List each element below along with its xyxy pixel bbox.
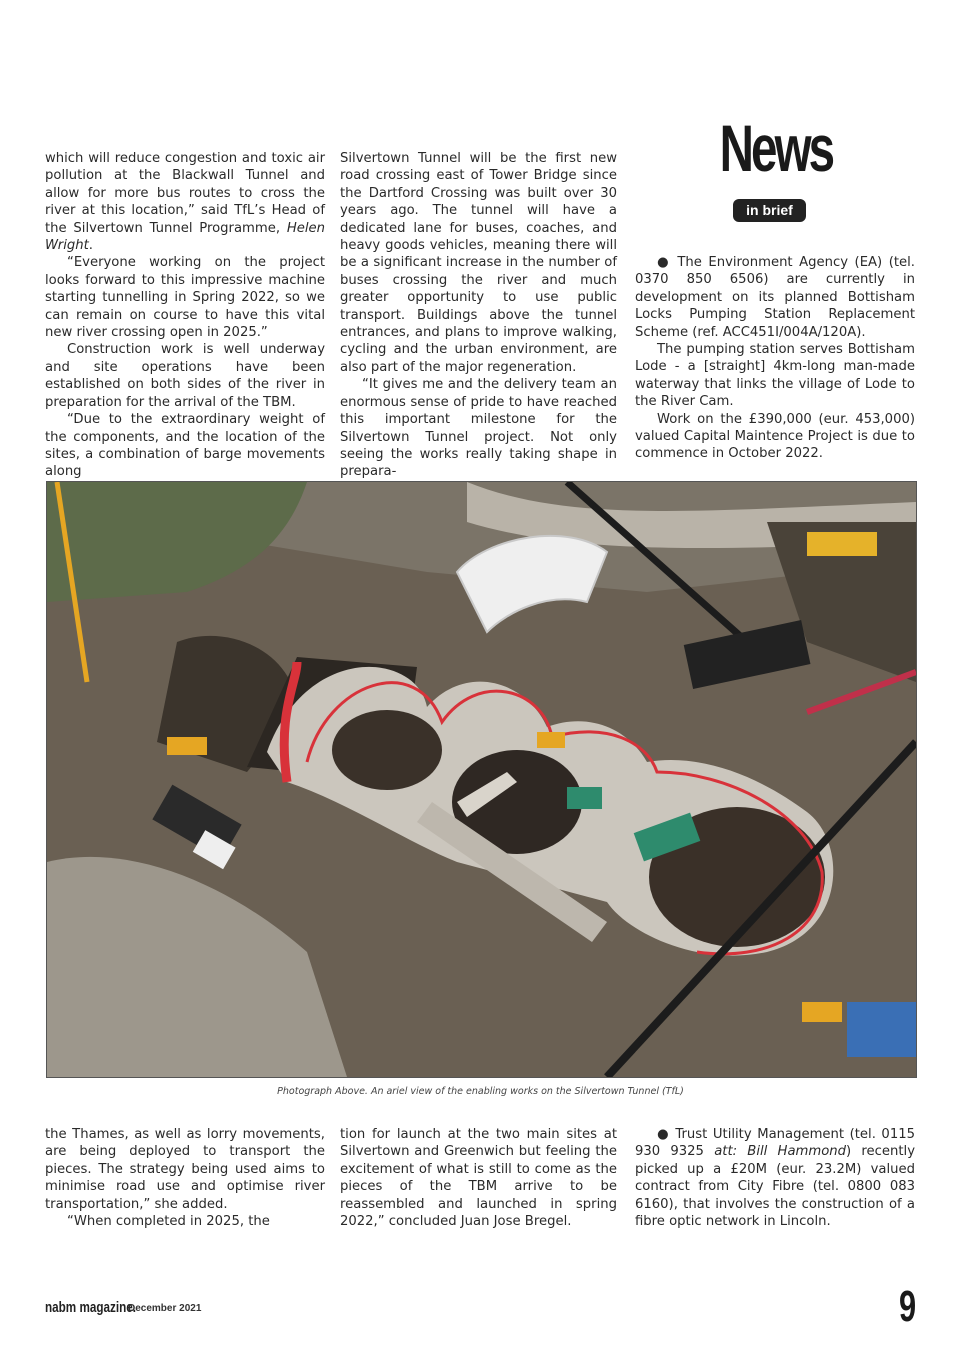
paragraph: The pumping station serves Bottisham Lode - a [straight] 4km-long man-made waterway that links the village of Lode to the River Cam. xyxy=(635,342,915,410)
paragraph: “Everyone working on the project looks forward to this impressive machine starting tunnelling in Spring 2022, so we can remain on course to have this vital new river crossing open in 2025.” xyxy=(45,255,325,341)
news-brief-environment-agency xyxy=(635,254,915,463)
paragraph: “When completed in 2025, the xyxy=(67,1214,270,1230)
article-column-2 xyxy=(340,150,617,481)
in-brief-badge: in brief xyxy=(733,199,806,222)
paragraph: the Thames, as well as lorry movements, are being deployed to transport the pieces. The strategy being used aims to minimise road use and optimise river transportation,” she added. xyxy=(45,1127,325,1212)
paragraph: Silvertown Tunnel will be the first new road crossing east of Tower Bridge since the Dartford Crossing was built over 30 years ago. The tunnel will have a dedicated lane for buses, coaches, and heavy goods vehicles, meaning there will be a significant increase in the number of buses crossing the river and much greater opportunity to use public transport. Buildings above the tunnel entrances, and plans to improve walking, cycling and the urban environment, are also part of the major regeneration. xyxy=(340,151,617,375)
paragraph: Work on the £390,000 (eur. 453,000) valued Capital Maintence Project is due to commence in October 2022. xyxy=(635,411,915,462)
paragraph: which will reduce congestion and toxic air pollution at the Blackwall Tunnel and allow for more bus routes to cross the river at this location,” said TfL’s Head of the Silvertown Tunnel Programme, Helen Wright. xyxy=(45,151,325,254)
article-column-1 xyxy=(45,150,325,481)
paragraph: ● The Environment Agency (EA) (tel. 0370 850 6506) are currently in development on its planned Bottisham Locks Pumping Station Replacement Scheme (ref. ACC451I/004A/120A). xyxy=(635,255,915,340)
person-name: Helen Wright xyxy=(45,220,325,254)
paragraph: “It gives me and the delivery team an enormous sense of pride to have reached this important milestone for the Silvertown Tunnel project. Not only seeing the works really taking shape in prepara- xyxy=(340,377,617,480)
aerial-construction-photo xyxy=(46,481,917,1078)
article-column-5 xyxy=(340,1126,617,1230)
news-brief-trust-utility xyxy=(635,1126,915,1230)
magazine-name: nabm magazine. xyxy=(45,1299,137,1316)
paragraph: “Due to the extraordinary weight of the components, and the location of the sites, a combination of barge movements along xyxy=(45,412,325,480)
paragraph: ● Trust Utility Management (tel. 0115 930 9325 att: Bill Hammond) recently picked up a £20M (eur. 23.2M) valued contract from City Fibre (tel. 0800 083 6160), that involves the construction of a fibre optic network in Lincoln. xyxy=(635,1127,916,1230)
section-title: News xyxy=(719,111,833,185)
article-column-4 xyxy=(45,1126,325,1230)
photo-caption: Photograph Above. An ariel view of the enabling works on the Silvertown Tunnel (TfL) xyxy=(277,1086,684,1097)
issue-date: December 2021 xyxy=(128,1303,202,1314)
contact-name: att: Bill Hammond xyxy=(714,1144,847,1160)
paragraph: tion for launch at the two main sites at Silvertown and Greenwich but feeling the excitement of what is still to come as the pieces of the TBM arrive to be reassembled and launched in spring 2022,” concluded Juan Jose Bregel. xyxy=(340,1127,617,1230)
paragraph: Construction work is well underway and site operations have been established on both sides of the river in preparation for the arrival of the TBM. xyxy=(45,342,325,410)
page-number: 9 xyxy=(899,1282,917,1331)
